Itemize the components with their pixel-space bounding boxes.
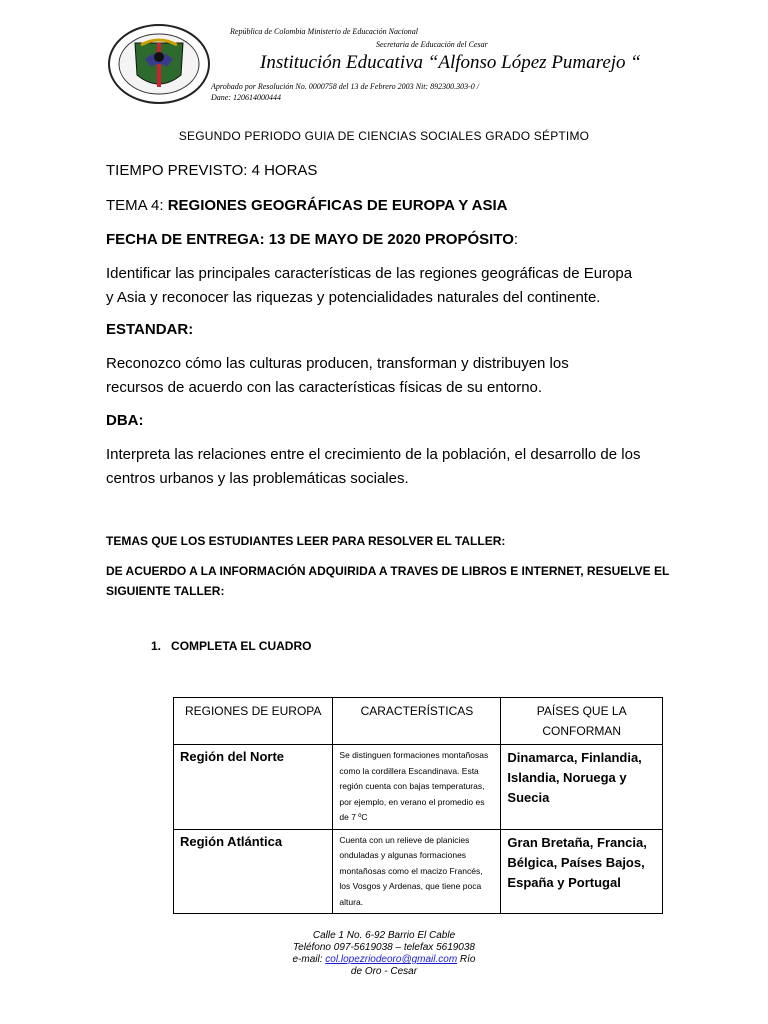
footer [0,930,768,978]
estandar-line-1: Reconozco cómo las culturas producen, transforman y distribuyen los [106,355,569,372]
estandar-heading-text: ESTANDAR: [106,321,194,338]
proposito-line-1: Identificar las principales características de las regiones geográficas de Europa [106,265,633,282]
region-cell: Región del Norte [174,745,333,830]
proposito-text [106,262,696,310]
institution-name: Institución Educativa “Alfonso López Pumarejo “ [260,52,641,73]
tema-label: TEMA 4: [106,197,168,214]
item-1 [151,636,551,656]
footer-phone: Teléfono 097-5619038 – telefax 5619038 [292,942,475,953]
footer-address: Calle 1 No. 6-92 Barrio El Cable [312,930,456,941]
header-regiones: REGIONES DE EUROPA [174,698,333,745]
paises-cell: Dinamarca, Finlandia, Islandia, Noruega y Suecia [501,745,663,830]
item-1-number: 1. [151,639,162,653]
caracteristicas-cell: Se distinguen formaciones montañosas como la cordillera Escandinava. Esta región cuenta con bajas temperaturas, por ejemplo, en verano el promedio es de 7 ºC [333,745,501,830]
estandar-heading [106,321,193,338]
instruccion-line-1: DE ACUERDO A LA INFORMACIÓN ADQUIRIDA A TRAVES DE LIBROS E INTERNET, RESUELVE EL [106,564,670,578]
email-link[interactable]: col.lopezriodeoro@gmail.com [325,954,458,965]
fecha-label: FECHA DE ENTREGA: 13 DE MAYO DE 2020 PROPÓSITO [106,231,514,248]
tiempo-previsto [106,162,317,179]
tema-line [106,197,507,214]
header-secretary: Secretaria de Educación del Cesar [376,40,488,49]
school-crest-logo [107,23,211,105]
fecha-colon: : [513,231,519,248]
item-1-text: COMPLETA EL CUADRO [171,639,312,653]
header-paises: PAÍSES QUE LA CONFORMAN [501,698,663,745]
dba-heading-text: DBA: [106,412,144,429]
footer-city-b: de Oro - Cesar [350,966,418,977]
table-row [174,829,663,914]
dba-text [106,443,696,491]
estandar-line-2: recursos de acuerdo con las características físicas de su entorno. [106,379,543,396]
header-caracteristicas: CARACTERÍSTICAS [333,698,501,745]
instruccion-line-2: SIGUIENTE TALLER: [106,584,225,598]
temas-line: TEMAS QUE LOS ESTUDIANTES LEER PARA RESOLVER EL TALLER: [106,534,506,548]
dba-line-1: Interpreta las relaciones entre el crecimiento de la población, el desarrollo de los [106,446,641,463]
table-header-row [174,698,663,745]
footer-email-line [0,954,768,966]
fecha-entrega [106,231,518,248]
table-row [174,745,663,830]
header-dane: Dane: 120614000444 [211,93,281,102]
paises-cell: Gran Bretaña, Francia, Bélgica, Países Bajos, España y Portugal [501,829,663,914]
regiones-table [173,697,663,914]
footer-email-label: e-mail: [292,954,326,965]
tema-value: REGIONES GEOGRÁFICAS DE EUROPA Y ASIA [167,197,508,214]
header-ministry: República de Colombia Ministerio de Educación Nacional [230,27,418,36]
document-title: SEGUNDO PERIODO GUIA DE CIENCIAS SOCIALES GRADO SÉPTIMO [178,129,590,143]
region-cell: Región Atlántica [174,829,333,914]
tiempo-label: TIEMPO PREVISTO [106,162,244,179]
estandar-text [106,352,696,400]
caracteristicas-cell: Cuenta con un relieve de planicies onduladas y algunas formaciones montañosas como el macizo Francés, los Vosgos y Ardenas, que tiene poca altura. [333,829,501,914]
instruccion [106,561,706,601]
proposito-line-2: y Asia y reconocer las riquezas y potencialidades naturales del continente. [106,289,601,306]
dba-line-2: centros urbanos y las problemáticas sociales. [106,470,409,487]
dba-heading [106,412,144,429]
header-approval: Aprobado por Resolución No. 0000758 del 13 de Febrero 2003 Nit: 892300.303-0 / [211,82,479,91]
footer-city-a: Río [457,954,476,965]
tiempo-value: : 4 HORAS [243,162,318,179]
